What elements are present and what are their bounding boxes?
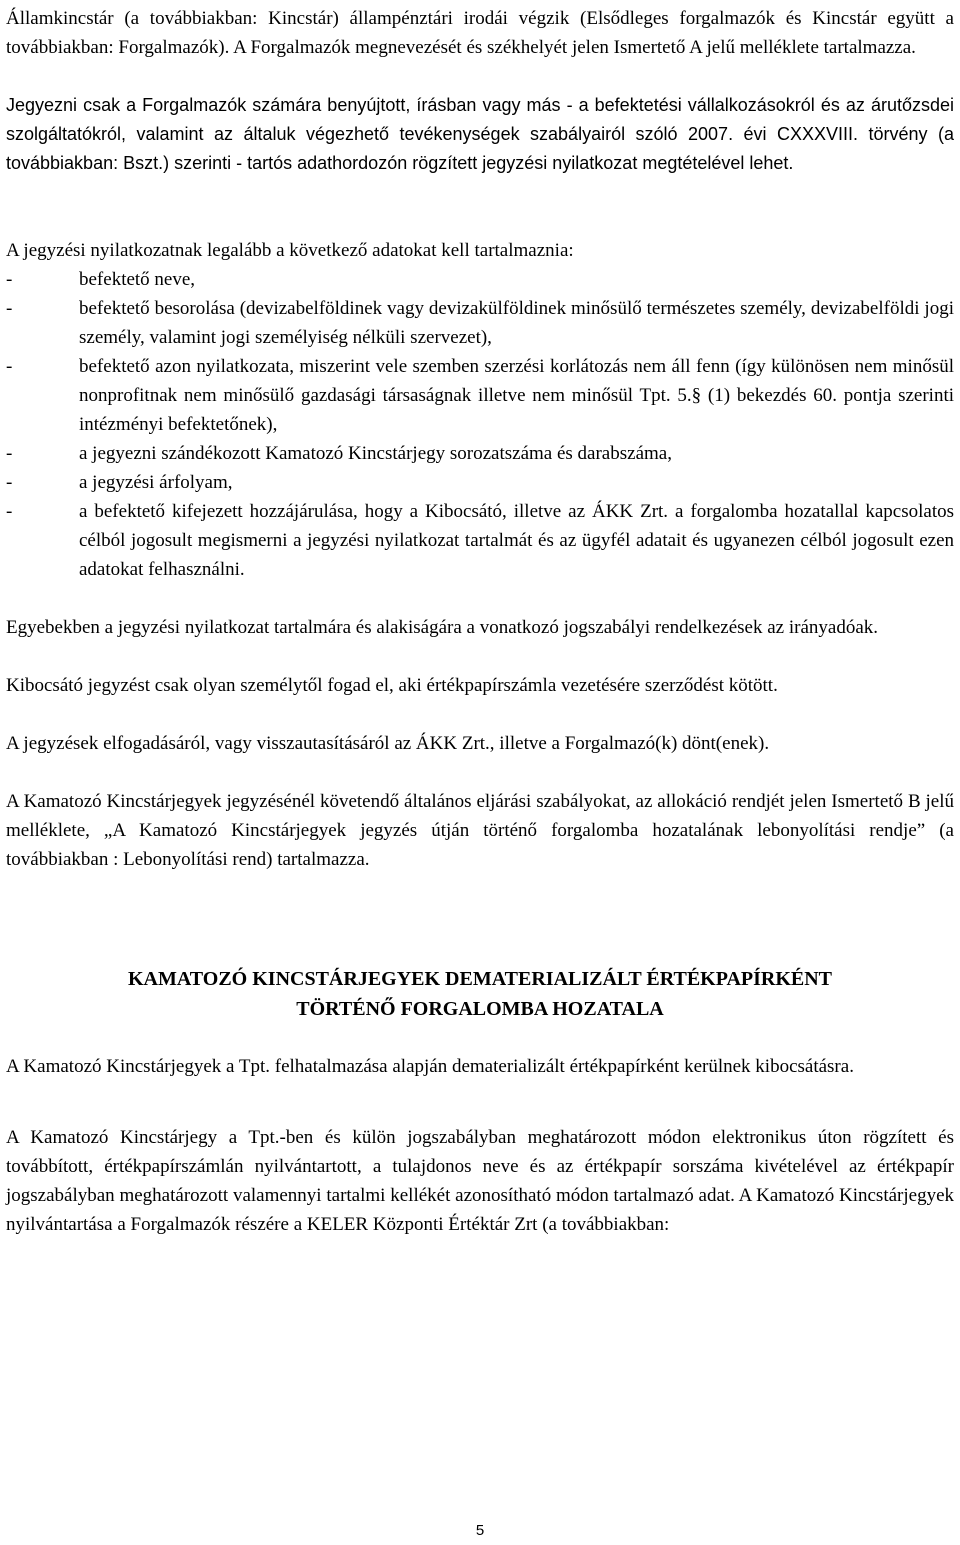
page-number: 5 (475, 1522, 485, 1539)
paragraph-registration: Jegyezni csak a Forgalmazók számára benyújtott, írásban vagy más - a befektetési vállalkozásokról és az árutőzsdei szolgáltatókról, valamint az általuk végezhető tevékenységek szabályairól szóló 2007. évi CXXXVIII. törvény (a továbbiakban: Bszt.) szerinti - tartós adathordozón rögzített jegyzési nyilatkozat megtételével lehet. (6, 95, 954, 173)
list-item (6, 439, 954, 468)
document-page (6, 4, 954, 1239)
list-item (6, 468, 954, 497)
paragraph-procedure: A Kamatozó Kincstárjegyek jegyzésénél követendő általános eljárási szabályokat, az allokáció rendjét jelen Ismertető B jelű melléklete, „A Kamatozó Kincstárjegyek jegyzés útján történő forgalomba hozatalának lebonyolítási rendje” (a továbbiakban : Lebonyolítási rend) tartalmazza. (6, 791, 954, 870)
list-item-text: befektető neve, (79, 269, 196, 290)
list-item (6, 294, 954, 352)
paragraph-otherwise: Egyebekben a jegyzési nyilatkozat tartalmára és alakiságára a vonatkozó jogszabályi rendelkezések az irányadóak. (6, 617, 879, 638)
list-dash: - (6, 443, 13, 464)
list-dash: - (6, 501, 13, 522)
list-item-text: befektető besorolása (devizabelföldinek vagy devizakülföldinek minősülő természetes személy, devizabelföldi jogi személy, valamint jogi személyiség nélküli szervezet), (79, 298, 954, 348)
section-title-line-2: TÖRTÉNŐ FORGALOMBA HOZATALA (296, 998, 664, 1020)
paragraph-electronic: A Kamatozó Kincstárjegy a Tpt.-ben és külön jogszabályban meghatározott módon elektronikus úton rögzített és továbbított, értékpapírszámlán nyilvántartott, a tulajdonos neve és az értékpapír sorszáma kivételével az értékpapír jogszabályban meghatározott valamennyi tartalmi kellékét azonosítható módon tartalmazó adat. A Kamatozó Kincstárjegyek nyilvántartása a Forgalmazók részére a KELER Központi Értéktár Zrt (a továbbiakban: (6, 1127, 954, 1235)
list-item-text: a befektető kifejezett hozzájárulása, hogy a Kibocsátó, illetve az ÁKK Zrt. a forgalomba hozatallal kapcsolatos célból jogosult megismerni a jegyzési nyilatkozat tartalmát és az ügyfél adatait és ugyanezen célból jogosult ezen adatokat felhasználni. (79, 501, 954, 580)
list-item (6, 497, 954, 584)
paragraph-intro: Államkincstár (a továbbiakban: Kincstár) állampénztári irodái végzik (Elsődleges forgalmazók és Kincstár együtt a továbbiakban: Forgalmazók). A Forgalmazók megnevezését és székhelyét jelen Ismertető A jelű melléklete tartalmazza. (6, 8, 954, 58)
list-dash: - (6, 356, 13, 377)
list-dash: - (6, 472, 13, 493)
paragraph-decision: A jegyzések elfogadásáról, vagy visszautasításáról az ÁKK Zrt., illetve a Forgalmazó(k) dönt(enek). (6, 733, 770, 754)
list-dash: - (6, 269, 13, 290)
list-item (6, 352, 954, 439)
list-item-text: befektető azon nyilatkozata, miszerint vele szemben szerzési korlátozás nem áll fenn (így különösen nem minősül nonprofitnak nem minősülő gazdasági társaságnak illetve nem minősül Tpt. 5.§ (1) bekezdés 60. pontja szerinti intézményi befektetőnek), (79, 356, 954, 435)
list-item-text: a jegyzési árfolyam, (79, 472, 233, 493)
list-item (6, 265, 954, 294)
list-dash: - (6, 298, 13, 319)
section-title-line-1: KAMATOZÓ KINCSTÁRJEGYEK DEMATERIALIZÁLT ÉRTÉKPAPÍRKÉNT (127, 968, 833, 990)
paragraph-dematerialized: A Kamatozó Kincstárjegyek a Tpt. felhatalmazása alapján dematerializált értékpapírként kerülnek kibocsátásra. (6, 1056, 854, 1077)
paragraph-issuer: Kibocsátó jegyzést csak olyan személytől fogad el, aki értékpapírszámla vezetésére szerződést kötött. (6, 675, 778, 696)
paragraph-declaration-lead: A jegyzési nyilatkozatnak legalább a következő adatokat kell tartalmaznia: (6, 240, 574, 261)
declaration-items-list (6, 265, 954, 584)
section-heading (6, 964, 954, 1024)
list-item-text: a jegyezni szándékozott Kamatozó Kincstárjegy sorozatszáma és darabszáma, (79, 443, 672, 464)
